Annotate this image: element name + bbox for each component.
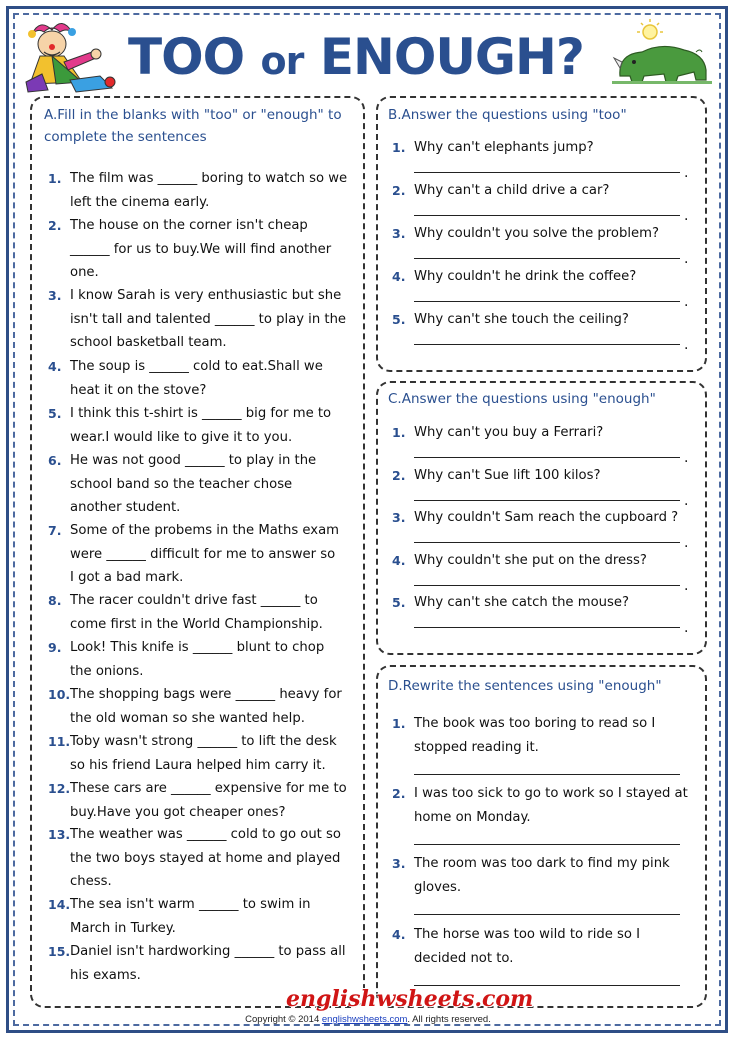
rewrite-text	[414, 782, 688, 829]
rewrite-text-line: home on Monday.	[414, 809, 531, 825]
copyright-prefix: Copyright © 2014	[245, 1014, 320, 1025]
item-text-line: The weather was ______ cold to go out so	[70, 827, 341, 842]
item-text-line: The house on the corner isn't cheap	[70, 218, 308, 233]
item-number: 13.	[48, 827, 71, 842]
item-text-line: come first in the World Championship.	[70, 616, 323, 632]
rewrite-number: 4.	[392, 927, 406, 942]
exercise-item	[48, 519, 358, 590]
item-text-line: chess.	[70, 874, 112, 889]
question-text: Why couldn't he drink the coffee?	[414, 269, 637, 284]
item-number: 15.	[48, 944, 71, 959]
item-text-line: I think this t-shirt is ______ big for me to	[70, 406, 332, 421]
item-number: 10.	[48, 687, 71, 702]
answer-line-period: .	[684, 251, 689, 267]
item-number: 8.	[48, 593, 62, 608]
question-item	[392, 421, 692, 445]
answer-line[interactable]	[414, 172, 680, 173]
exercise-item	[48, 823, 358, 894]
item-text-line: The racer couldn't drive fast ______ to	[70, 593, 318, 608]
copyright-link[interactable]: englishwsheets.com	[321, 1014, 408, 1025]
item-number: 7.	[48, 523, 62, 538]
question-item	[392, 464, 692, 488]
answer-line[interactable]	[414, 344, 680, 345]
question-number: 3.	[392, 226, 406, 241]
rewrite-text	[414, 852, 670, 899]
question-item	[392, 222, 692, 246]
answer-line[interactable]	[414, 774, 680, 775]
rewrite-text-line: The horse was too wild to ride so I	[414, 927, 641, 942]
item-text-line: I know Sarah is very enthusiastic but she	[70, 288, 342, 303]
answer-line-period: .	[684, 337, 689, 353]
item-text-line: so his friend Laura helped him carry it.	[70, 757, 326, 773]
item-text-line: one.	[70, 265, 99, 280]
clown-illustration	[22, 22, 122, 94]
rewrite-item	[392, 923, 698, 970]
item-text-line: He was not good ______ to play in the	[70, 453, 317, 468]
section-a-heading-line-1: A.Fill in the blanks with "too" or "enough" to	[44, 107, 342, 123]
answer-line-period: .	[684, 535, 689, 551]
item-number: 12.	[48, 781, 71, 796]
item-text-line: ______ for us to buy.We will find another	[70, 241, 332, 257]
question-item	[392, 591, 692, 615]
exercise-item	[48, 284, 358, 355]
item-text	[70, 214, 331, 285]
section-a-box	[30, 96, 365, 1008]
exercise-item	[48, 449, 358, 520]
item-text-line: March in Turkey.	[70, 920, 176, 936]
item-number: 2.	[48, 218, 62, 233]
item-text-line: These cars are ______ expensive for me to	[70, 781, 347, 796]
question-text: Why can't Sue lift 100 kilos?	[414, 467, 601, 483]
question-text: Why can't elephants jump?	[414, 140, 594, 155]
copyright-suffix: . All rights reserved.	[407, 1014, 491, 1025]
question-number: 1.	[392, 140, 406, 155]
item-text-line: isn't tall and talented ______ to play in the	[70, 311, 347, 327]
section-a-heading	[44, 104, 342, 148]
rewrite-text-line: I was too sick to go to work so I stayed at	[414, 786, 688, 801]
answer-line-period: .	[684, 620, 689, 636]
rewrite-item	[392, 782, 698, 829]
question-number: 2.	[392, 467, 406, 483]
answer-line[interactable]	[414, 844, 680, 845]
worksheet-title: TOO or ENOUGH?	[128, 28, 584, 86]
rewrite-number: 2.	[392, 786, 406, 801]
answer-line[interactable]	[414, 542, 680, 543]
item-text	[70, 636, 324, 683]
item-text	[70, 449, 316, 520]
item-text-line: his exams.	[70, 967, 141, 983]
item-text-line: the old woman so she wanted help.	[70, 710, 305, 726]
answer-line-period: .	[684, 577, 689, 594]
question-number: 5.	[392, 595, 406, 610]
rewrite-text-line: The room was too dark to find my pink	[414, 856, 670, 871]
answer-line[interactable]	[414, 301, 680, 302]
exercise-item	[48, 730, 358, 777]
item-text-line: wear.I would like to give it to you.	[70, 429, 293, 445]
question-item	[392, 506, 692, 530]
exercise-item	[48, 214, 358, 285]
item-text	[70, 823, 341, 894]
answer-line-period: .	[684, 450, 689, 466]
exercise-item	[48, 402, 358, 449]
item-text-line: school band so the teacher chose	[70, 476, 293, 492]
question-number: 2.	[392, 183, 406, 198]
answer-line-period: .	[684, 294, 689, 310]
rewrite-text	[414, 923, 640, 970]
rewrite-number: 1.	[392, 716, 406, 731]
item-text	[70, 777, 347, 824]
rewrite-text-line: The book was too boring to read so I	[414, 716, 656, 731]
section-c-box	[376, 381, 707, 655]
exercise-item	[48, 777, 358, 824]
item-number: 6.	[48, 453, 62, 468]
item-text-line: buy.Have you got cheaper ones?	[70, 804, 286, 820]
item-text	[70, 519, 339, 590]
answer-line[interactable]	[414, 500, 680, 501]
item-text-line: Some of the probems in the Maths exam	[70, 523, 340, 538]
rewrite-text	[414, 712, 655, 759]
section-d-heading: D.Rewrite the sentences using "enough"	[388, 678, 662, 694]
item-text	[70, 589, 323, 636]
item-text-line: The film was ______ boring to watch so we	[70, 171, 348, 186]
item-text-line: Look! This knife is ______ blunt to chop	[70, 640, 325, 655]
question-text: Why couldn't Sam reach the cupboard ?	[414, 510, 679, 525]
question-text: Why can't you buy a Ferrari?	[414, 425, 604, 440]
answer-line[interactable]	[414, 585, 680, 586]
exercise-item	[48, 355, 358, 402]
copyright-line	[0, 1014, 736, 1025]
item-text-line: heat it on the stove?	[70, 382, 207, 398]
question-item	[392, 136, 692, 160]
answer-line[interactable]	[414, 258, 680, 259]
rhino-illustration	[612, 18, 712, 88]
section-d-box	[376, 665, 707, 1008]
item-text	[70, 893, 311, 940]
item-text-line: left the cinema early.	[70, 194, 210, 210]
answer-line[interactable]	[414, 457, 680, 458]
item-text-line: Daniel isn't hardworking ______ to pass all	[70, 944, 346, 959]
section-b-box	[376, 96, 707, 372]
question-number: 1.	[392, 425, 406, 440]
item-text-line: The soup is ______ cold to eat.Shall we	[70, 359, 323, 374]
item-text-line: were ______ difficult for me to answer so	[70, 546, 336, 562]
exercise-item	[48, 893, 358, 940]
item-text	[70, 730, 337, 777]
exercise-item	[48, 636, 358, 683]
answer-line[interactable]	[414, 215, 680, 216]
section-a-heading-line-2: complete the sentences	[44, 129, 207, 145]
question-number: 4.	[392, 269, 406, 284]
item-number: 3.	[48, 288, 62, 303]
section-c-heading: C.Answer the questions using "enough"	[388, 391, 656, 407]
item-number: 11.	[48, 734, 71, 749]
item-number: 4.	[48, 359, 62, 374]
question-item	[392, 308, 692, 332]
item-number: 14.	[48, 897, 71, 912]
item-text	[70, 355, 323, 402]
question-item	[392, 549, 692, 573]
item-text	[70, 940, 346, 987]
item-text	[70, 167, 347, 214]
question-text: Why can't she catch the mouse?	[414, 595, 629, 610]
item-text-line: the onions.	[70, 663, 144, 679]
question-text: Why can't a child drive a car?	[414, 183, 610, 198]
exercise-item	[48, 940, 358, 987]
answer-line-period: .	[684, 492, 689, 509]
rewrite-number: 3.	[392, 856, 406, 871]
exercise-item	[48, 167, 358, 214]
answer-line[interactable]	[414, 914, 680, 915]
item-number: 5.	[48, 406, 62, 421]
answer-line-period: .	[684, 208, 689, 224]
item-number: 9.	[48, 640, 62, 655]
item-text	[70, 402, 331, 449]
rewrite-item	[392, 852, 698, 899]
item-text-line: Toby wasn't strong ______ to lift the desk	[70, 734, 337, 749]
item-text-line: I got a bad mark.	[70, 570, 184, 585]
item-text	[70, 683, 342, 730]
question-text: Why couldn't she put on the dress?	[414, 552, 647, 568]
item-text-line: school basketball team.	[70, 335, 227, 350]
item-text-line: The shopping bags were ______ heavy for	[70, 687, 342, 702]
item-text-line: The sea isn't warm ______ to swim in	[70, 897, 311, 912]
question-text: Why can't she touch the ceiling?	[414, 312, 629, 327]
rewrite-text-line: gloves.	[414, 879, 462, 895]
exercise-item	[48, 589, 358, 636]
question-text: Why couldn't you solve the problem?	[414, 226, 659, 241]
answer-line[interactable]	[414, 627, 680, 628]
item-text-line: the two boys stayed at home and played	[70, 850, 341, 866]
site-logo[interactable]: englishwsheets.com	[286, 986, 534, 1012]
exercise-item	[48, 683, 358, 730]
question-number: 3.	[392, 510, 406, 525]
rewrite-item	[392, 712, 698, 759]
item-text-line: another student.	[70, 500, 181, 515]
rewrite-text-line: decided not to.	[414, 950, 514, 966]
item-number: 1.	[48, 171, 62, 186]
question-number: 5.	[392, 312, 406, 327]
rewrite-text-line: stopped reading it.	[414, 739, 539, 755]
question-item	[392, 179, 692, 203]
section-b-heading: B.Answer the questions using "too"	[388, 107, 627, 123]
answer-line-period: .	[684, 165, 689, 181]
question-item	[392, 265, 692, 289]
item-text	[70, 284, 346, 355]
question-number: 4.	[392, 552, 406, 568]
